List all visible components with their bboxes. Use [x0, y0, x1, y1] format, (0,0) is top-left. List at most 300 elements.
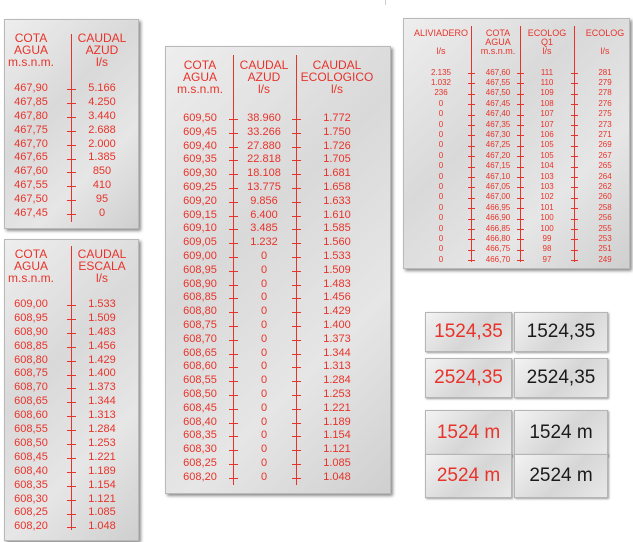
plate-caudal-escala	[4, 239, 139, 541]
scale-value: 609,15	[183, 208, 217, 221]
scale-value: 609,50	[183, 111, 217, 124]
scale-value: 467,55	[485, 78, 511, 87]
scale-tick	[468, 239, 475, 240]
scale-value: 608,65	[14, 395, 48, 408]
scale-value: 1.385	[88, 151, 116, 164]
scale-tick	[468, 229, 475, 230]
scale-tick	[571, 198, 578, 199]
scale-value: 1.085	[323, 456, 351, 469]
scale-tick	[571, 156, 578, 157]
scale-value: 1.509	[323, 263, 351, 276]
scale-value: 608,60	[183, 360, 217, 373]
scale-value: 0	[98, 207, 106, 220]
scale-value: 608,75	[14, 367, 48, 380]
scale-tick	[517, 198, 524, 199]
scale-value: 108	[540, 98, 554, 108]
scale-value: 608,95	[183, 263, 217, 276]
scale-value: 609,40	[183, 139, 217, 152]
scale-value: 467,15	[485, 161, 511, 171]
scale-tick	[229, 133, 238, 134]
scale-value: 0	[438, 119, 444, 129]
scale-value: 608,20	[183, 470, 217, 483]
scale-value: 608,55	[183, 374, 217, 387]
scale-value: 467,55	[14, 179, 48, 192]
scale-value: 100	[540, 223, 554, 233]
scale-tick	[468, 219, 475, 220]
scale-value: 1.705	[323, 153, 351, 166]
scale-tick	[571, 73, 578, 74]
column-header-line: l/s	[436, 46, 446, 56]
scale-value: 467,35	[485, 119, 511, 129]
scale-value: 608,35	[14, 478, 48, 491]
scale-value: 1.373	[323, 332, 351, 345]
scale-tick	[229, 147, 238, 148]
column-header	[4, 32, 66, 68]
scale-value: 1.121	[323, 443, 351, 456]
scale-tick	[292, 243, 301, 244]
scale-value: 1.681	[323, 167, 351, 180]
scale-value: 99	[542, 234, 552, 243]
scale-tick	[67, 416, 76, 417]
scale-tick	[229, 298, 238, 299]
scale-value: 1.085	[88, 506, 116, 519]
scale-tick	[67, 527, 76, 528]
scale-value: 467,50	[485, 88, 511, 98]
column-header-line: CAUDAL	[312, 58, 362, 72]
scale-value: 0	[438, 140, 444, 150]
scale-value: 608,70	[14, 381, 48, 394]
scale-value: 1.189	[323, 415, 351, 428]
scale-value: 1.585	[323, 222, 351, 235]
scale-value: 264	[598, 171, 612, 181]
column-header	[224, 59, 304, 95]
scale-tick	[229, 174, 238, 175]
scale-value: 0	[438, 98, 444, 108]
scale-tick	[229, 271, 238, 272]
scale-tick	[571, 146, 578, 147]
scale-tick	[67, 514, 76, 515]
scale-tick	[67, 145, 76, 146]
scale-value: 106	[540, 130, 554, 139]
scale-tick	[468, 83, 475, 84]
scale-tick	[292, 202, 301, 203]
scale-tick	[67, 89, 76, 90]
scale-value: 1.048	[323, 470, 351, 483]
scale-value: 1.232	[250, 236, 278, 249]
scale-value: 111	[540, 67, 554, 77]
scale-tick	[229, 257, 238, 258]
scale-tick	[67, 319, 76, 320]
scale-tick	[517, 177, 524, 178]
scale-tick	[67, 430, 76, 431]
scale-value: 0	[438, 130, 444, 139]
scale-tick	[517, 260, 524, 261]
column-header-line: COTA	[14, 31, 48, 45]
scale-tick	[468, 146, 475, 147]
scale-value: 608,20	[14, 520, 48, 533]
scale-tick	[517, 187, 524, 188]
scale-tick	[67, 402, 76, 403]
scale-tick	[468, 260, 475, 261]
column-header-line: l/s	[258, 82, 270, 96]
scale-value: 1.658	[323, 180, 351, 193]
scale-value: 1.400	[88, 367, 116, 380]
scale-tick	[571, 187, 578, 188]
scale-value: 467,25	[485, 140, 511, 150]
column-header-line: m.s.n.m.	[7, 271, 54, 285]
scale-tick	[229, 340, 238, 341]
sample-label-red: 1524,35	[425, 312, 512, 352]
column-header-line: COTA	[14, 247, 48, 261]
scale-value: 608,80	[14, 353, 48, 366]
column-header-line: l/s	[96, 55, 108, 69]
scale-tick	[67, 388, 76, 389]
scale-tick	[517, 83, 524, 84]
scale-tick	[468, 208, 475, 209]
scale-tick	[517, 115, 524, 116]
scale-tick	[67, 444, 76, 445]
column-header-line: AGUA	[13, 43, 48, 57]
scale-value: 107	[540, 109, 554, 119]
scale-value: 608,75	[183, 318, 217, 331]
scale-tick	[517, 94, 524, 95]
scale-value: 273	[598, 119, 612, 129]
column-header-line: COTA	[183, 58, 217, 72]
scale-value: 269	[598, 140, 612, 150]
scale-tick	[67, 347, 76, 348]
scale-value: 467,75	[14, 123, 48, 136]
column-header-line: AZUD	[247, 70, 281, 84]
scale-value: 0	[438, 109, 444, 119]
scale-value: 5.166	[88, 81, 116, 94]
scale-value: 608,85	[14, 339, 48, 352]
scale-value: 608,25	[183, 456, 217, 469]
scale-value: 0	[438, 254, 444, 264]
scale-value: 1.253	[88, 436, 116, 449]
scale-value: 466,75	[485, 244, 511, 254]
scale-tick	[292, 423, 301, 424]
scale-tick	[229, 243, 238, 244]
scale-value: 466,85	[485, 223, 511, 233]
scale-value: 467,85	[14, 95, 48, 108]
column-header-line: Q1	[540, 37, 553, 47]
plate-caudal-ecologico	[165, 46, 391, 494]
scale-tick	[292, 188, 301, 189]
scale-value: 265	[598, 161, 612, 171]
scale-value: 1.533	[323, 249, 351, 262]
scale-tick	[571, 83, 578, 84]
scale-tick	[292, 436, 301, 437]
scale-value: 466,90	[485, 213, 511, 223]
scale-value: 608,70	[183, 332, 217, 345]
scale-value: 608,60	[14, 409, 48, 422]
scale-value: 262	[598, 182, 612, 191]
scale-tick	[229, 450, 238, 451]
scale-value: 1.253	[323, 387, 351, 400]
scale-value: 0	[260, 277, 268, 290]
scale-value: 608,30	[14, 492, 48, 505]
scale-tick	[229, 326, 238, 327]
scale-tick	[517, 208, 524, 209]
scale-value: 0	[260, 374, 268, 387]
column-header	[67, 32, 137, 68]
scale-value: 4.250	[88, 95, 116, 108]
scale-value: 255	[598, 223, 612, 233]
scale-value: 0	[260, 415, 268, 428]
scale-value: 608,30	[183, 443, 217, 456]
scale-value: 1.313	[323, 360, 351, 373]
scale-value: 267	[598, 150, 612, 160]
scale-value: 1.221	[323, 401, 351, 414]
scale-value: 0	[260, 249, 268, 262]
scale-value: 1.772	[323, 111, 351, 124]
column-header-line: CAUDAL	[77, 247, 127, 261]
scale-value: 0	[260, 401, 268, 414]
scale-value: 2.135	[430, 67, 452, 77]
scale-value: 105	[540, 150, 554, 160]
scale-value: 608,90	[183, 277, 217, 290]
scale-tick	[292, 478, 301, 479]
scale-value: 0	[260, 360, 268, 373]
scale-value: 608,35	[183, 429, 217, 442]
column-header-line: ECOLOG	[527, 28, 567, 38]
scale-value: 467,70	[14, 137, 48, 150]
scale-value: 609,35	[183, 153, 217, 166]
scale-value: 2.000	[88, 137, 116, 150]
scale-value: 101	[540, 202, 554, 212]
scale-tick	[229, 285, 238, 286]
column-header-line: l/s	[331, 82, 343, 96]
scale-value: 258	[598, 202, 612, 212]
scale-value: 95	[95, 193, 109, 206]
scale-value: 38.960	[247, 111, 281, 124]
column-header-line: CAUDAL	[239, 58, 289, 72]
scale-tick	[292, 395, 301, 396]
scale-value: 608,65	[183, 346, 217, 359]
scale-value: 608,40	[183, 415, 217, 428]
scale-tick	[292, 298, 301, 299]
scale-value: 1.373	[88, 381, 116, 394]
scale-value: 249	[598, 254, 612, 264]
scale-tick	[292, 216, 301, 217]
column-header	[571, 29, 630, 56]
scale-tick	[571, 250, 578, 251]
column-header-line: m.s.n.m.	[480, 46, 516, 56]
plate-caudal-azud	[4, 19, 139, 229]
scale-tick	[468, 125, 475, 126]
scale-value: 1.313	[88, 409, 116, 422]
scale-value: 850	[92, 165, 112, 178]
scale-value: 1.633	[323, 194, 351, 207]
scale-value: 276	[598, 98, 612, 108]
scale-tick	[67, 159, 76, 160]
sample-label-black: 1524 m	[514, 410, 608, 456]
scale-tick	[571, 104, 578, 105]
scale-tick	[67, 458, 76, 459]
scale-value: 0	[438, 150, 444, 160]
scale-value: 18.108	[247, 167, 281, 180]
scale-value: 608,80	[183, 305, 217, 318]
scale-tick	[517, 156, 524, 157]
scale-value: 13.775	[247, 180, 281, 193]
top-divider-mark	[385, 0, 386, 5]
column-header-line: m.s.n.m.	[7, 55, 54, 69]
scale-value: 0	[260, 429, 268, 442]
scale-value: 467,45	[485, 98, 511, 108]
sample-label-red: 1524 m	[425, 410, 512, 456]
scale-tick	[67, 305, 76, 306]
scale-value: 0	[438, 171, 444, 181]
sample-label-black: 2524 m	[514, 454, 608, 498]
plate-aliviadero-ecolog	[403, 18, 630, 269]
scale-value: 0	[260, 291, 268, 304]
scale-tick	[517, 239, 524, 240]
scale-tick	[517, 229, 524, 230]
scale-tick	[292, 133, 301, 134]
scale-tick	[229, 202, 238, 203]
scale-value: 467,60	[485, 67, 511, 77]
column-header	[4, 248, 66, 284]
scale-value: 103	[540, 182, 554, 191]
scale-value: 608,50	[14, 436, 48, 449]
scale-tick	[571, 135, 578, 136]
scale-value: 97	[542, 254, 552, 264]
scale-tick	[229, 478, 238, 479]
scale-tick	[571, 125, 578, 126]
scale-value: 467,90	[14, 81, 48, 94]
scale-tick	[517, 167, 524, 168]
scale-value: 0	[260, 346, 268, 359]
scale-value: 609,00	[183, 249, 217, 262]
scale-value: 0	[438, 161, 444, 171]
scale-tick	[229, 354, 238, 355]
scale-value: 1.483	[323, 277, 351, 290]
scale-value: 1.284	[323, 374, 351, 387]
scale-tick	[468, 198, 475, 199]
scale-tick	[571, 94, 578, 95]
scale-value: 608,50	[183, 387, 217, 400]
scale-value: 1.048	[88, 520, 116, 533]
scale-value: 0	[260, 318, 268, 331]
scale-value: 33.266	[247, 125, 281, 138]
scale-tick	[292, 367, 301, 368]
scale-tick	[468, 187, 475, 188]
scale-value: 608,90	[14, 325, 48, 338]
scale-value: 3.440	[88, 109, 116, 122]
scale-value: 0	[260, 263, 268, 276]
scale-value: 104	[540, 161, 554, 171]
scale-tick	[571, 167, 578, 168]
scale-value: 609,05	[183, 236, 217, 249]
scale-tick	[292, 450, 301, 451]
scale-tick	[229, 395, 238, 396]
scale-tick	[517, 104, 524, 105]
scale-tick	[229, 409, 238, 410]
scale-value: 609,30	[183, 167, 217, 180]
scale-value: 608,45	[183, 401, 217, 414]
scale-value: 0	[438, 213, 444, 223]
scale-value: 1.509	[88, 311, 116, 324]
scale-value: 609,20	[183, 194, 217, 207]
scale-value: 0	[438, 192, 444, 202]
scale-tick	[67, 214, 76, 215]
scale-value: 0	[260, 305, 268, 318]
scale-tick	[517, 73, 524, 74]
scale-tick	[292, 312, 301, 313]
scale-value: 275	[598, 109, 612, 119]
scale-tick	[292, 464, 301, 465]
column-header-line: AGUA	[13, 259, 48, 273]
scale-value: 278	[598, 88, 612, 98]
scale-value: 609,25	[183, 180, 217, 193]
scale-tick	[468, 177, 475, 178]
scale-value: 1.610	[323, 208, 351, 221]
scale-value: 1.429	[323, 305, 351, 318]
column-header-line: AZUD	[85, 43, 119, 57]
scale-tick	[571, 260, 578, 261]
scale-value: 0	[260, 456, 268, 469]
scale-value: 467,05	[485, 182, 511, 191]
scale-value: 27.880	[247, 139, 281, 152]
column-header-line: ALIVIADERO	[413, 28, 469, 38]
scale-tick	[67, 500, 76, 501]
scale-tick	[517, 219, 524, 220]
scale-tick	[229, 229, 238, 230]
scale-tick	[292, 354, 301, 355]
sample-label-red: 2524,35	[425, 358, 512, 398]
scale-tick	[67, 131, 76, 132]
scale-value: 110	[540, 78, 554, 87]
scale-value: 1.533	[88, 297, 116, 310]
scale-line	[471, 26, 472, 262]
scale-value: 467,20	[485, 150, 511, 160]
scale-value: 608,95	[14, 311, 48, 324]
scale-value: 467,40	[485, 109, 511, 119]
scale-value: 253	[598, 234, 612, 243]
scale-value: 103	[540, 171, 554, 181]
scale-value: 608,45	[14, 450, 48, 463]
scale-value: 0	[260, 332, 268, 345]
scale-value: 1.344	[88, 395, 116, 408]
scale-value: 260	[598, 192, 612, 202]
scale-tick	[229, 188, 238, 189]
scale-value: 98	[542, 244, 552, 254]
column-header-line: l/s	[96, 271, 108, 285]
scale-value: 467,65	[14, 151, 48, 164]
scale-tick	[571, 219, 578, 220]
scale-value: 1.456	[88, 339, 116, 352]
scale-value: 279	[598, 78, 612, 87]
column-header	[67, 248, 137, 284]
scale-value: 2.688	[88, 123, 116, 136]
scale-value: 1.344	[323, 346, 351, 359]
scale-value: 467,30	[485, 130, 511, 139]
scale-tick	[292, 326, 301, 327]
scale-value: 1.560	[323, 236, 351, 249]
scale-value: 6.400	[250, 208, 278, 221]
scale-value: 609,45	[183, 125, 217, 138]
scale-value: 1.456	[323, 291, 351, 304]
scale-tick	[468, 156, 475, 157]
sample-label-red: 2524 m	[425, 454, 512, 498]
scale-value: 0	[260, 387, 268, 400]
scale-tick	[229, 436, 238, 437]
scale-tick	[468, 135, 475, 136]
scale-value: 0	[260, 470, 268, 483]
scale-tick	[517, 146, 524, 147]
scale-tick	[468, 94, 475, 95]
scale-value: 1.429	[88, 353, 116, 366]
